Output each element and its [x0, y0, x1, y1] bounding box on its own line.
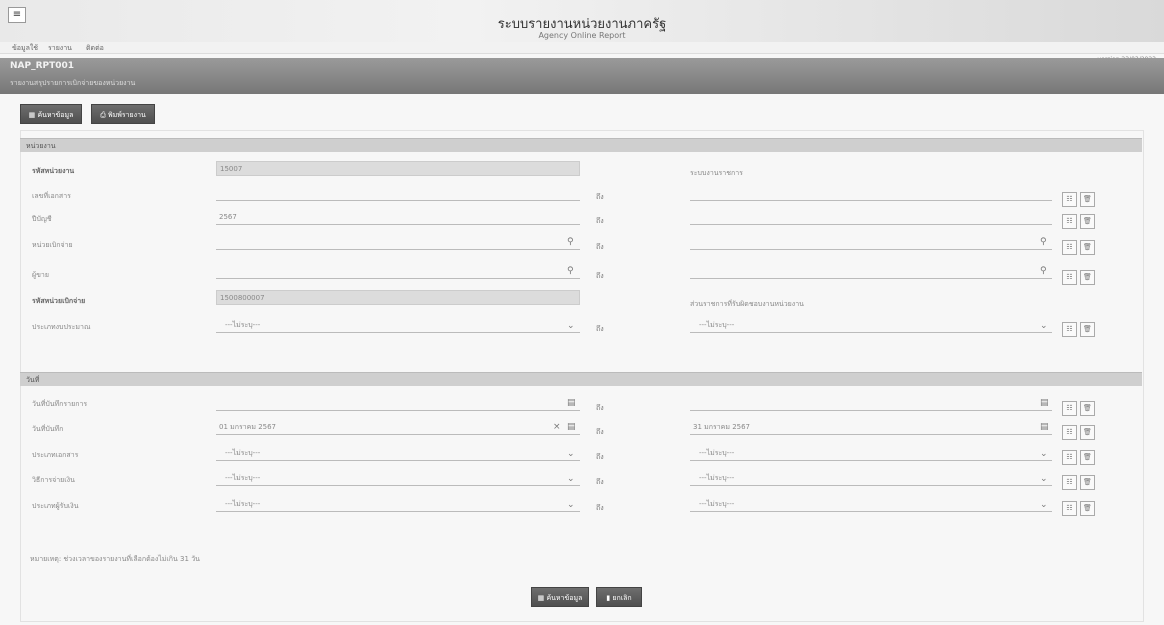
multi-select-icon[interactable]: ☷ [1062, 475, 1077, 490]
multi-select-icon[interactable]: ☷ [1062, 322, 1077, 337]
vendor-label: ผู้ขาย [32, 271, 49, 279]
search-icon[interactable]: ⚲ [1040, 237, 1047, 247]
multi-select-icon[interactable]: ☷ [1062, 450, 1077, 465]
to-label: ถึง [596, 504, 604, 512]
chevron-down-icon: ⌄ [1040, 449, 1048, 459]
search-button[interactable]: ▦ ค้นหาข้อมูล [20, 104, 82, 124]
posting-date-to-input[interactable]: 31 มกราคม 2567 [690, 420, 1052, 435]
fiscal-year-label: ปีบัญชี [32, 215, 52, 223]
calendar-icon[interactable]: ▤ [567, 422, 576, 432]
vendor-to-input[interactable] [690, 264, 1052, 279]
calendar-icon[interactable]: ▤ [1040, 398, 1049, 408]
chevron-down-icon: ⌄ [1040, 474, 1048, 484]
document-no-input[interactable] [216, 186, 580, 201]
menu-item-data[interactable]: ข้อมูลใช้ [12, 44, 39, 52]
to-label: ถึง [596, 325, 604, 333]
delete-icon[interactable]: 🗑 [1080, 214, 1095, 229]
payment-method-select[interactable]: ---ไม่ระบุ--- [216, 471, 580, 486]
disbursement-unit-input[interactable] [216, 235, 580, 250]
multi-select-icon[interactable]: ☷ [1062, 270, 1077, 285]
delete-icon[interactable]: 🗑 [1080, 322, 1095, 337]
clear-icon[interactable]: × [553, 422, 561, 432]
multi-select-icon[interactable]: ☷ [1062, 214, 1077, 229]
disbursement-unit-to-input[interactable] [690, 235, 1052, 250]
to-label: ถึง [596, 428, 604, 436]
payee-type-select[interactable]: ---ไม่ระบุ--- [216, 497, 580, 512]
to-label: ถึง [596, 243, 604, 251]
delete-icon[interactable]: 🗑 [1080, 475, 1095, 490]
disbursement-code-label: รหัสหน่วยเบิกจ่าย [32, 297, 86, 305]
section-date-header: วันที่ [20, 372, 1142, 386]
delete-icon[interactable]: 🗑 [1080, 270, 1095, 285]
search-icon: ▦ [537, 594, 547, 602]
report-note: หมายเหตุ: ช่วงเวลาของรายงานที่เลือกต้องไม่เกิน 31 วัน [30, 555, 200, 563]
menu-item-contact[interactable]: ติดต่อ [86, 44, 104, 52]
multi-select-icon[interactable]: ☷ [1062, 192, 1077, 207]
delete-icon[interactable]: 🗑 [1080, 450, 1095, 465]
doc-type-select[interactable]: ---ไม่ระบุ--- [216, 446, 580, 461]
calendar-icon[interactable]: ▤ [1040, 422, 1049, 432]
to-label: ถึง [596, 404, 604, 412]
hamburger-icon[interactable]: ≡ [8, 7, 26, 23]
to-label: ถึง [596, 272, 604, 280]
budget-type-label: ประเภทงบประมาณ [32, 323, 91, 331]
document-no-to-input[interactable] [690, 186, 1052, 201]
delete-icon[interactable]: 🗑 [1080, 192, 1095, 207]
app-title: ระบบรายงานหน่วยงานภาครัฐ [497, 17, 667, 32]
right-group2-label: ส่วนราชการที่รับผิดชอบงานหน่วยงาน [690, 300, 804, 308]
search-icon[interactable]: ⚲ [1040, 266, 1047, 276]
chevron-down-icon: ⌄ [1040, 321, 1048, 331]
multi-select-icon[interactable]: ☷ [1062, 501, 1077, 516]
chevron-down-icon: ⌄ [1040, 500, 1048, 510]
chevron-down-icon: ⌄ [567, 500, 575, 510]
fiscal-year-input[interactable]: 2567 [216, 210, 580, 225]
budget-type-to-select[interactable]: ---ไม่ระบุ--- [690, 318, 1052, 333]
multi-select-icon[interactable]: ☷ [1062, 240, 1077, 255]
print-icon: ⎙ [100, 111, 109, 119]
menu-bar [0, 42, 1164, 54]
to-label: ถึง [596, 453, 604, 461]
menu-item-reports[interactable]: รายงาน [48, 44, 72, 52]
print-button[interactable]: ⎙ พิมพ์รายงาน [91, 104, 155, 124]
report-header [0, 58, 1164, 94]
app-subtitle: Agency Online Report [538, 31, 626, 40]
document-no-label: เลขที่เอกสาร [32, 192, 71, 200]
search-icon[interactable]: ⚲ [567, 266, 574, 276]
entry-date-label: วันที่บันทึกรายการ [32, 400, 88, 408]
multi-select-icon[interactable]: ☷ [1062, 401, 1077, 416]
entry-date-to-input[interactable] [690, 396, 1052, 411]
right-group1-label: ระบบงานราชการ [690, 169, 743, 177]
app-header [0, 0, 1164, 43]
cancel-button[interactable]: ▮ ยกเลิก [596, 587, 642, 607]
payee-type-label: ประเภทผู้รับเงิน [32, 502, 79, 510]
to-label: ถึง [596, 193, 604, 201]
delete-icon[interactable]: 🗑 [1080, 501, 1095, 516]
entry-date-input[interactable] [216, 396, 580, 411]
chevron-down-icon: ⌄ [567, 474, 575, 484]
multi-select-icon[interactable]: ☷ [1062, 425, 1077, 440]
section-agency-header: หน่วยงาน [20, 138, 1142, 152]
search-icon[interactable]: ⚲ [567, 237, 574, 247]
delete-icon[interactable]: 🗑 [1080, 240, 1095, 255]
agency-code-label: รหัสหน่วยงาน [32, 167, 75, 175]
to-label: ถึง [596, 217, 604, 225]
calendar-icon[interactable]: ▤ [567, 398, 576, 408]
report-code: NAP_RPT001 [10, 61, 75, 71]
agency-code-field: 15007 [216, 161, 580, 176]
payee-type-to-select[interactable]: ---ไม่ระบุ--- [690, 497, 1052, 512]
posting-date-input[interactable]: 01 มกราคม 2567 [216, 420, 580, 435]
chevron-down-icon: ⌄ [567, 449, 575, 459]
footer-search-button[interactable]: ▦ ค้นหาข้อมูล [531, 587, 589, 607]
posting-date-label: วันที่บันทึก [32, 425, 64, 433]
doc-type-label: ประเภทเอกสาร [32, 451, 79, 459]
delete-icon[interactable]: 🗑 [1080, 425, 1095, 440]
report-description: รายงานสรุปรายการเบิกจ่ายของหน่วยงาน [10, 79, 136, 87]
payment-method-label: วิธีการจ่ายเงิน [32, 476, 75, 484]
vendor-input[interactable] [216, 264, 580, 279]
doc-type-to-select[interactable]: ---ไม่ระบุ--- [690, 446, 1052, 461]
budget-type-select[interactable]: ---ไม่ระบุ--- [216, 318, 580, 333]
delete-icon[interactable]: 🗑 [1080, 401, 1095, 416]
disbursement-unit-label: หน่วยเบิกจ่าย [32, 241, 73, 249]
to-label: ถึง [596, 478, 604, 486]
disbursement-code-field: 1500800007 [216, 290, 580, 305]
cancel-icon: ▮ [606, 594, 613, 602]
fiscal-year-to-input[interactable] [690, 210, 1052, 225]
payment-method-to-select[interactable]: ---ไม่ระบุ--- [690, 471, 1052, 486]
search-icon: ▦ [28, 111, 38, 119]
chevron-down-icon: ⌄ [567, 321, 575, 331]
